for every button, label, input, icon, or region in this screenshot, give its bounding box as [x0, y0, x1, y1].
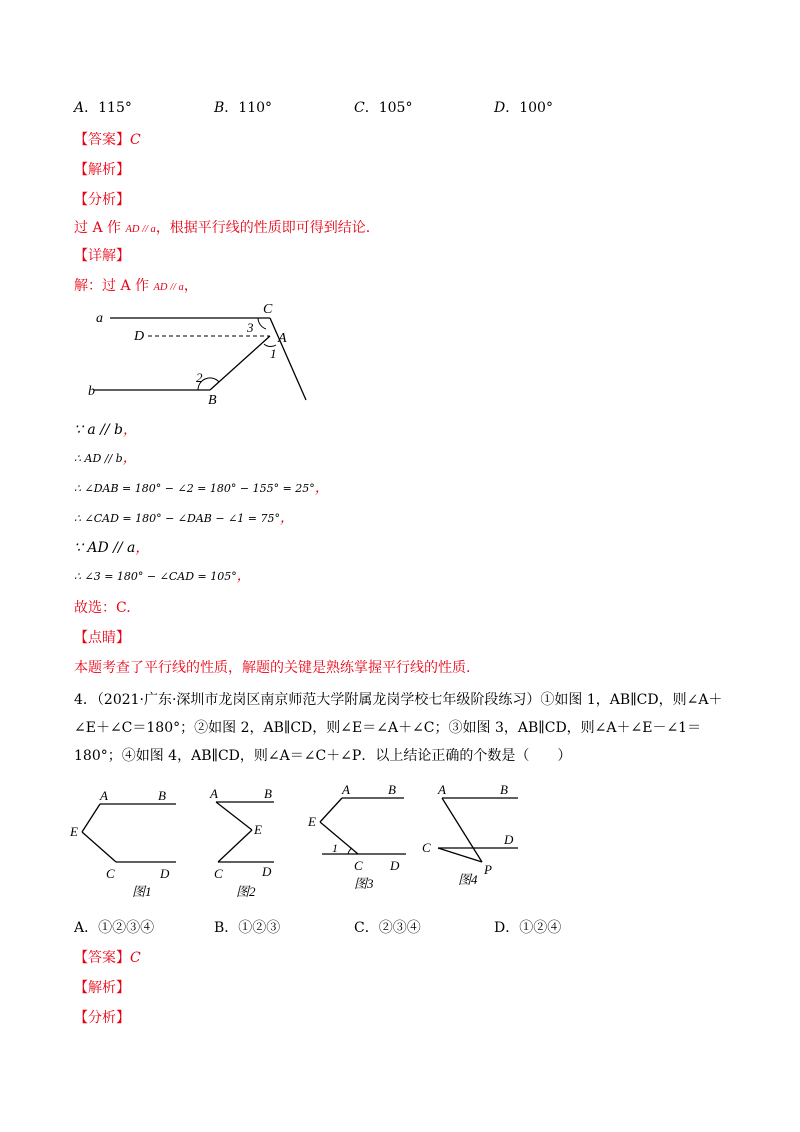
svg-text:B: B	[158, 788, 166, 803]
q3-step-3: ∴ ∠DAB = 180° − ∠2 = 180° − 155° = 25°，	[74, 480, 329, 496]
q3-step-6: ∴ ∠3 = 180° − ∠CAD = 105°，	[74, 568, 251, 584]
q3-choose: 故选：C.	[74, 600, 131, 616]
svg-text:A: A	[100, 788, 108, 803]
q4-figure-3	[307, 782, 406, 891]
q3-analysis-label: 【解析】	[74, 162, 130, 178]
q4-option-a: A．①②③④	[74, 920, 155, 936]
q4-fig3-caption: 图3	[354, 876, 374, 891]
q4-stem	[74, 686, 734, 770]
q3-answer: 【答案】C	[74, 132, 141, 148]
svg-text:E: E	[254, 822, 262, 837]
q3-option-b: B．110°	[214, 100, 273, 116]
fig-label-a-point: A	[278, 331, 287, 346]
svg-text:E: E	[308, 814, 316, 829]
q4-fenxi-label: 【分析】	[74, 1010, 130, 1026]
svg-text:C: C	[422, 840, 431, 855]
q3-fenxi-label: 【分析】	[74, 192, 130, 208]
q3-option-a: A．115°	[74, 100, 132, 116]
svg-text:B: B	[264, 786, 272, 801]
svg-text:A: A	[210, 786, 218, 801]
fig-label-b-point: B	[208, 393, 217, 408]
svg-text:A: A	[342, 782, 350, 797]
q4-analysis-label: 【解析】	[74, 980, 130, 996]
svg-text:C: C	[214, 866, 223, 881]
q4-stem-line-1: 4．（2021·广东·深圳市龙岗区南京师范大学附属龙岗学校七年级阶段练习）①如图 1，AB∥CD，则∠A＋	[74, 692, 723, 708]
q3-detail-intro: 解：过 A 作 AD // a，	[74, 278, 198, 294]
q4-figures	[66, 782, 536, 902]
svg-text:D: D	[390, 858, 400, 873]
svg-text:B: B	[500, 782, 508, 797]
q3-step-4: ∴ ∠CAD = 180° − ∠DAB − ∠1 = 75°，	[74, 510, 295, 526]
q3-point-text: 本题考查了平行线的性质，解题的关键是熟练掌握平行线的性质.	[74, 660, 471, 676]
q3-step-1: ∵ a // b，	[74, 422, 137, 438]
svg-text:C: C	[106, 866, 115, 881]
q3-detail-label: 【详解】	[74, 248, 130, 264]
fig-label-b: b	[88, 384, 95, 399]
q3-fenxi-text: 过 A 作 AD // a，根据平行线的性质即可得到结论.	[74, 220, 371, 236]
q4-figure-2	[209, 786, 274, 899]
fig-angle-1: 1	[270, 346, 277, 361]
q4-stem-line-2: ∠E＋∠C＝180°；②如图 2，AB∥CD，则∠E＝∠A＋∠C；③如图 3，AB∥CD，则∠A＋∠E－∠1＝	[74, 720, 702, 736]
q4-answer: 【答案】C	[74, 950, 141, 966]
q4-figure-1	[69, 788, 176, 899]
svg-text:E: E	[70, 824, 78, 839]
fig-angle-2: 2	[196, 370, 203, 385]
q4-option-d: D．①②④	[494, 920, 562, 936]
svg-text:D: D	[160, 866, 170, 881]
q4-fig1-caption: 图1	[132, 884, 152, 899]
q4-stem-line-3: 180°；④如图 4，AB∥CD，则∠A＝∠C＋∠P．以上结论正确的个数是（ ）	[74, 748, 572, 764]
q3-option-c: C．105°	[354, 100, 413, 116]
q4-fig2-caption: 图2	[236, 884, 256, 899]
q4-fig4-caption: 图4	[458, 872, 478, 887]
q4-option-c: C．②③④	[354, 920, 421, 936]
fig-label-a: a	[96, 311, 103, 326]
svg-text:D: D	[504, 832, 514, 847]
q4-option-b: B．①②③	[214, 920, 281, 936]
svg-text:P: P	[484, 862, 492, 877]
svg-text:D: D	[262, 864, 272, 879]
q3-step-5: ∵ AD // a，	[74, 540, 150, 556]
svg-text:B: B	[388, 782, 396, 797]
svg-text:1: 1	[332, 841, 338, 855]
q3-point-label: 【点睛】	[74, 630, 130, 646]
fig-label-d: D	[134, 329, 145, 344]
svg-text:C: C	[354, 858, 363, 873]
q3-step-2: ∴ AD // b，	[74, 450, 137, 466]
q3-option-d: D．100°	[494, 100, 553, 116]
fig-label-c: C	[263, 302, 273, 317]
fig-angle-3: 3	[247, 320, 254, 335]
q3-geometry-figure	[88, 300, 328, 410]
svg-text:A: A	[438, 782, 446, 797]
q4-figure-4	[422, 782, 518, 887]
